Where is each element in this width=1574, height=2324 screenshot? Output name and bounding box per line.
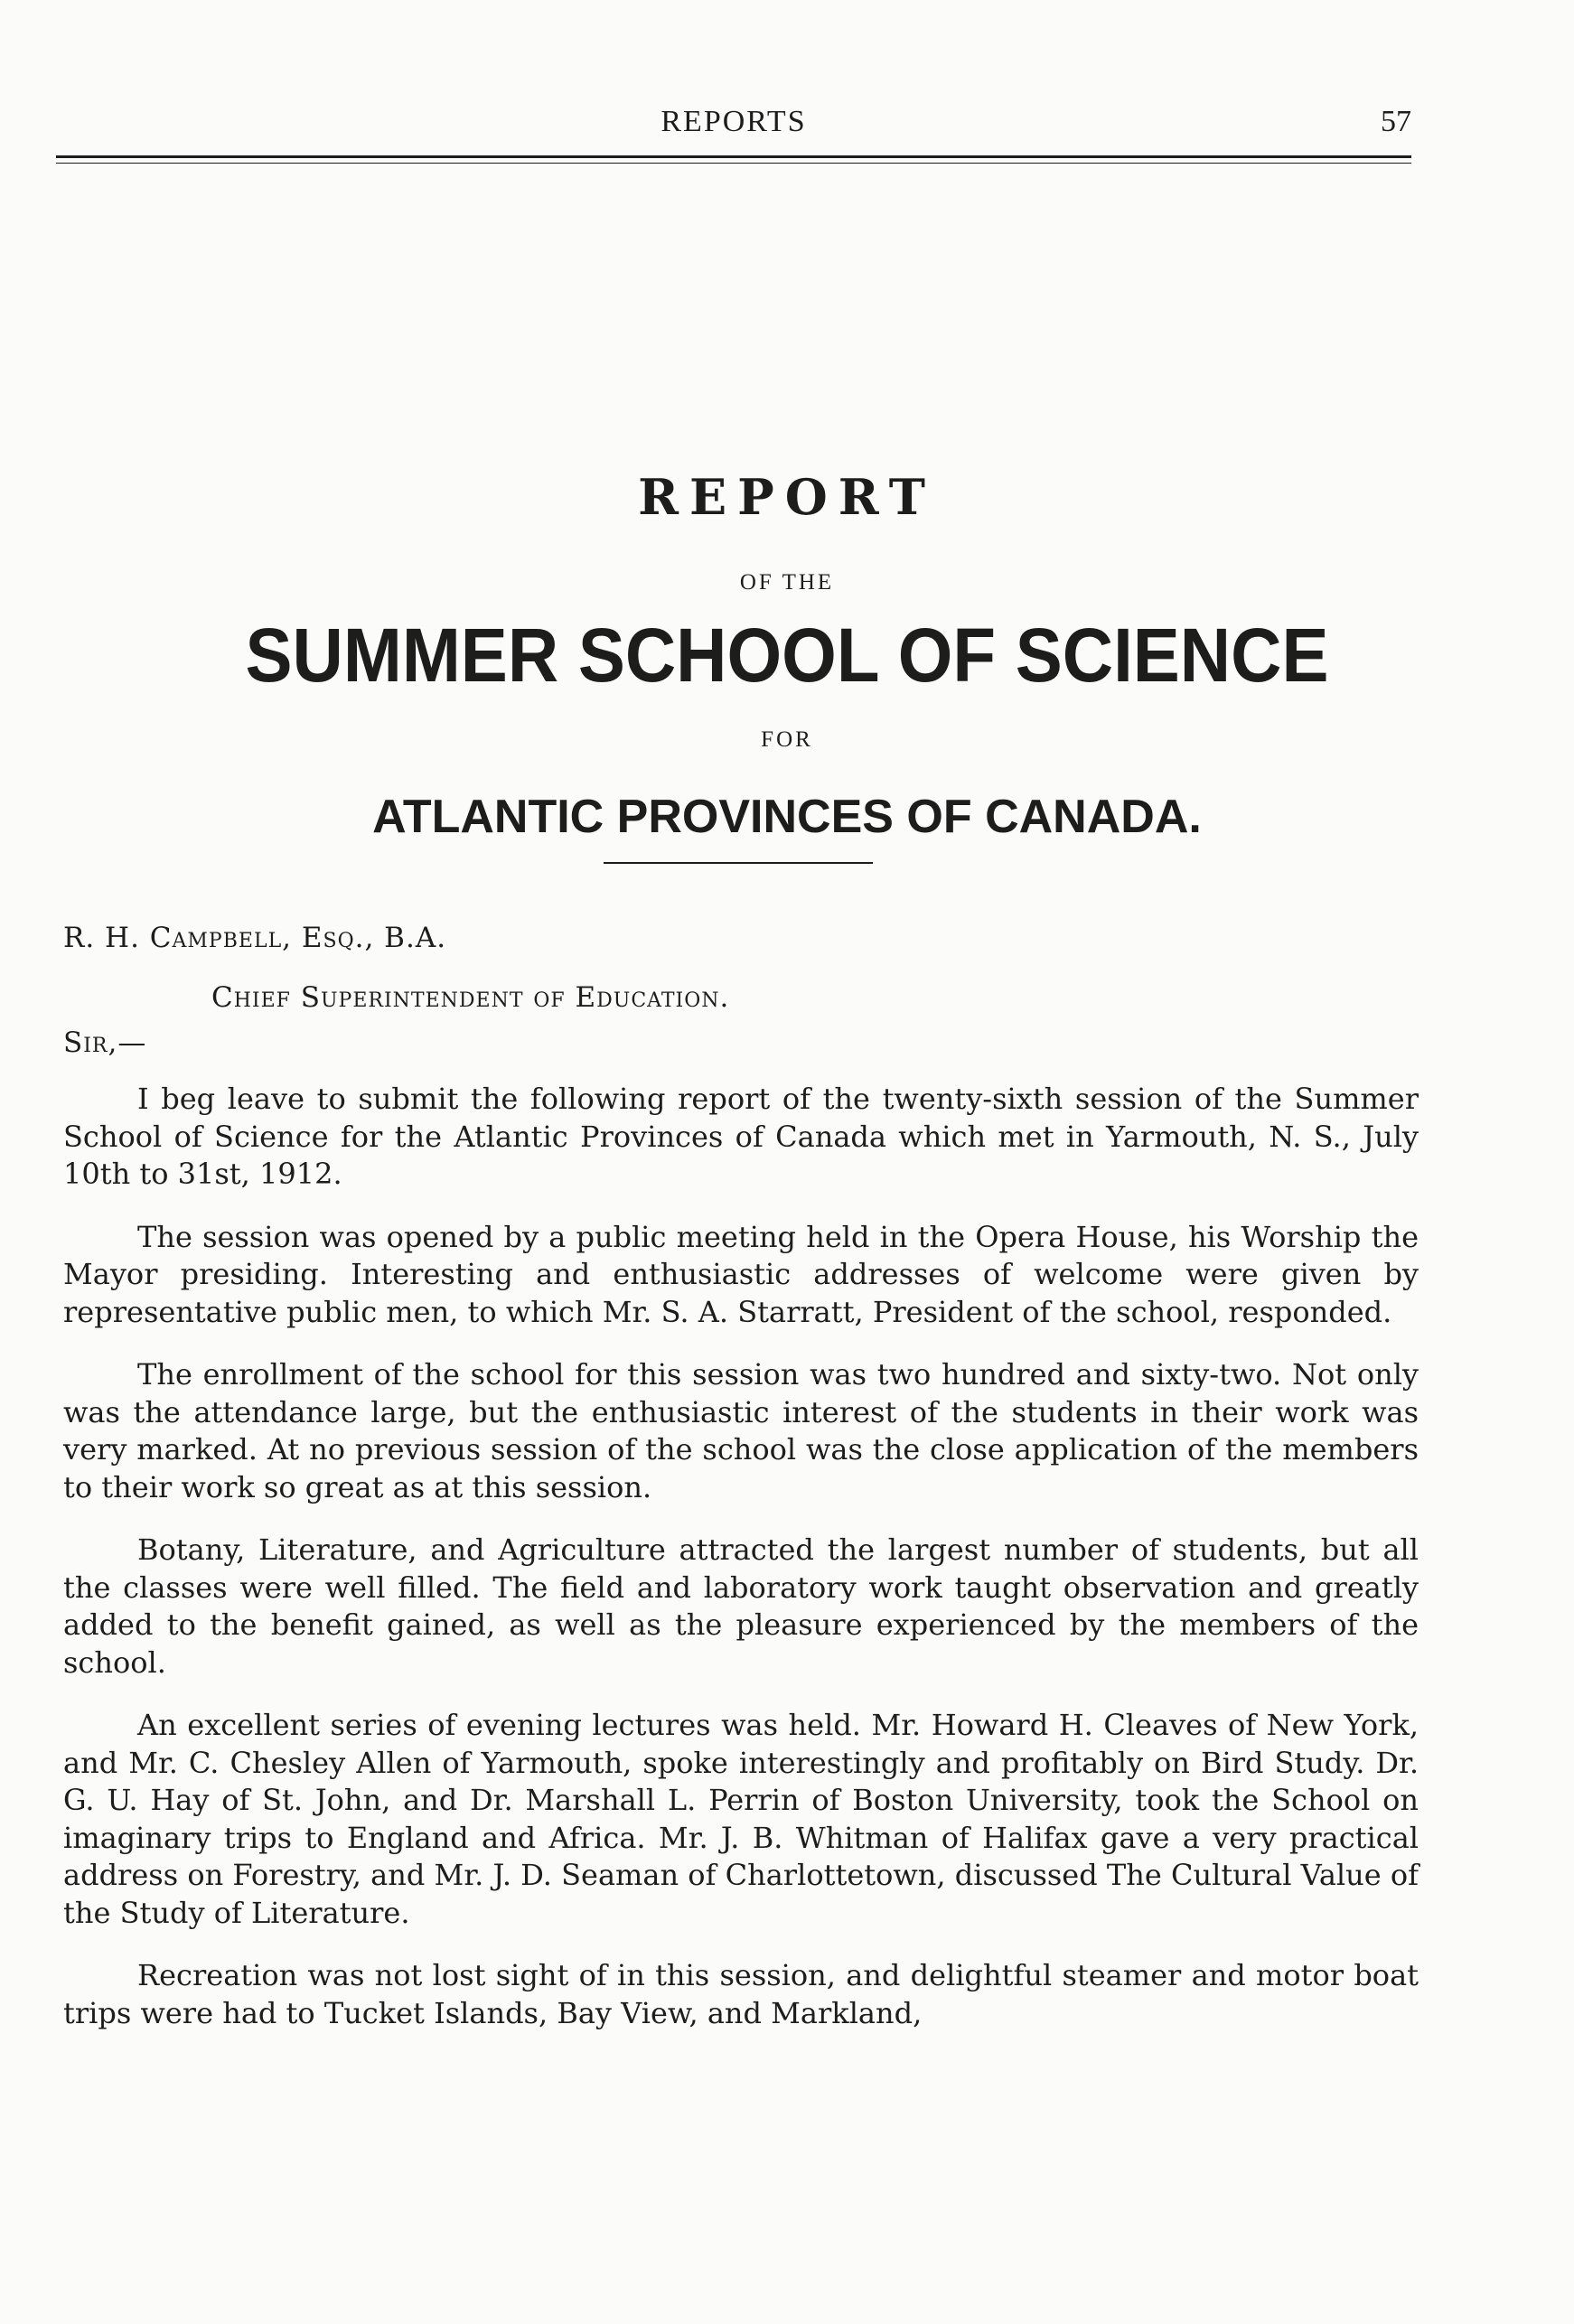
running-head-title: REPORTS [661,105,807,138]
addressee-position: Chief Superintendent of Education. [211,981,730,1014]
title-divider [604,862,873,864]
header-rule-thick [56,155,1411,158]
paragraph: The enrollment of the school for this session was two hundred and sixty-two. Not only was the attendance large, but the enthusiastic interest of the students in their work was very marked. At no previous session of the school was the close application of the members to their work so great as at this session. [63,1357,1419,1504]
report-body [63,1081,1419,2057]
title-report: REPORT [638,468,936,526]
running-head [56,105,1411,150]
title-summer-school: SUMMER SCHOOL OF SCIENCE [245,612,1329,698]
addressee-name: R. H. Campbell, Esq., B.A. [63,922,447,954]
paragraph: The session was opened by a public meeting held in the Opera House, his Worship the Mayor presiding. Interesting and enthusiastic addresses of welcome were given by representative public men, to which Mr. S. A. Starratt, President of the school, responded. [63,1219,1419,1329]
page-number: 57 [1381,105,1411,138]
paragraph: Botany, Literature, and Agriculture attracted the largest number of students, but all the classes were well filled. The field and laboratory work taught observation and greatly added to the benefit gained, as well as the pleasure experienced by the members of the school. [63,1532,1419,1680]
paragraph: Recreation was not lost sight of in this session, and delightful steamer and motor boat trips were had to Tucket Islands, Bay View, and Markland, [63,1958,1419,2030]
title-for: FOR [761,727,813,752]
title-atlantic-provinces: ATLANTIC PROVINCES OF CANADA. [372,791,1202,843]
paragraph: An excellent series of evening lectures was held. Mr. Howard H. Cleaves of New York, and Mr. C. Chesley Allen of Yarmouth, spoke interestingly and profitably on Bird Study. Dr. G. U. Hay of St. John, and Dr. Marshall L. Perrin of Boston University, took the School on imaginary trips to England and Africa. Mr. J. B. Whitman of Halifax gave a very practical address on Forestry, and Mr. J. D. Seaman of Charlottetown, discussed The Cultural Value of the Study of Literature. [63,1708,1419,1930]
title-of-the: OF THE [739,570,835,595]
header-rule-thin [56,163,1411,164]
title-block [0,470,1574,844]
paragraph: I beg leave to submit the following report of the twenty-sixth session of the Summer School of Science for the Atlantic Provinces of Canada which met in Yarmouth, N. S., July 10th to 31st, 1912. [63,1082,1419,1191]
salutation: Sir,— [63,1026,147,1059]
